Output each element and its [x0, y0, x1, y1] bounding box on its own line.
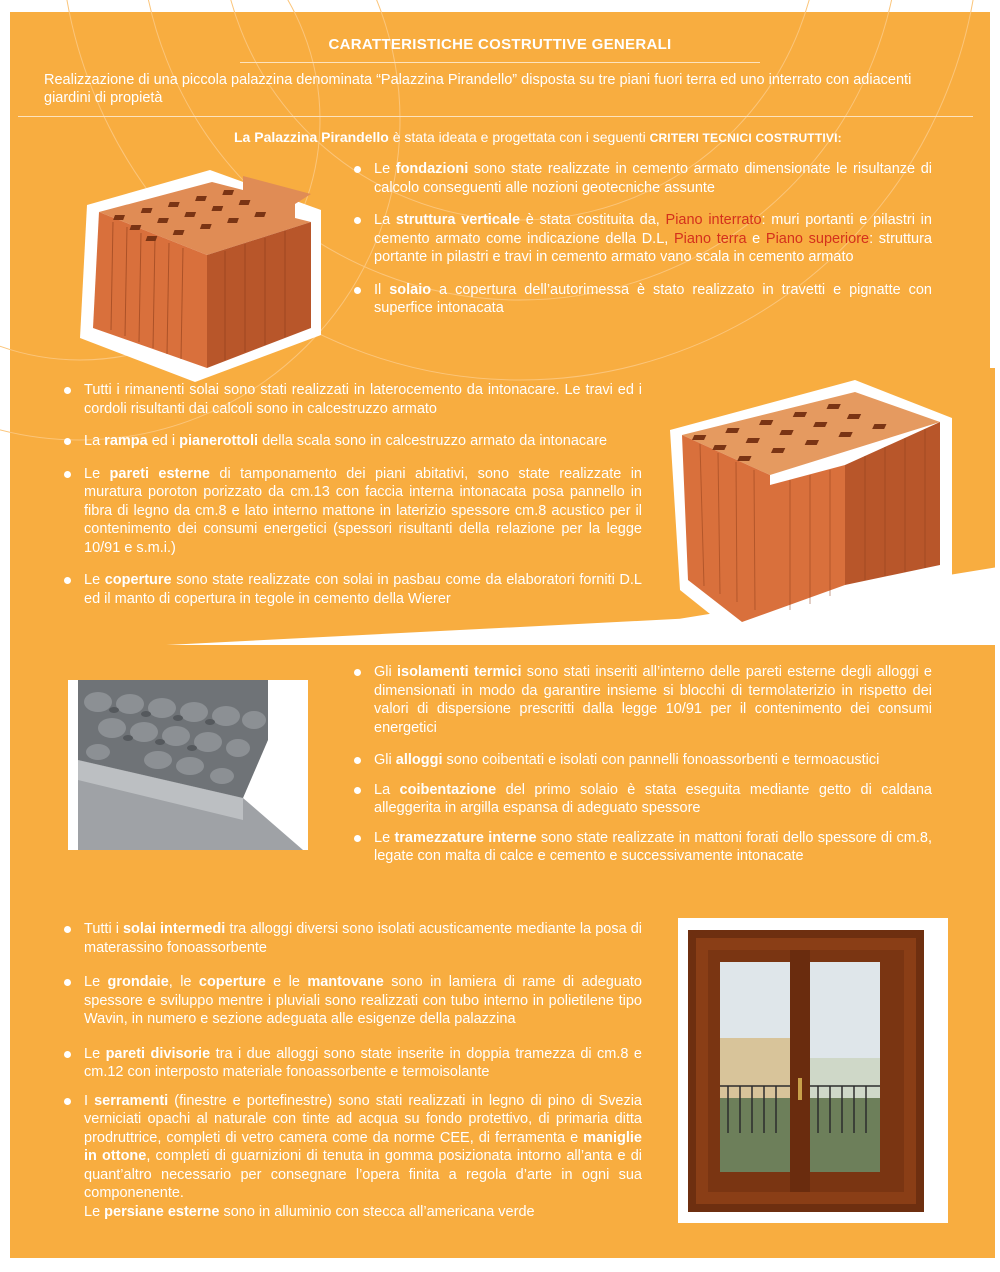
list-item: Le tramezzature interne sono state realizzate in mattoni forati dello spessore di cm.8, legate con malta di calce e cemento e successivamente intonacate [352, 829, 932, 866]
acoustic-foam-panel-image [68, 680, 308, 850]
bullet-list-walls [62, 381, 642, 608]
intro-divider [18, 116, 973, 117]
list-item: Il solaio a copertura dell’autorimessa è stato realizzato in travetti e pignatte con superfice intonacata [352, 281, 932, 318]
list-item: I serramenti (finestre e portefinestre) sono stati realizzati in legno di pino di Svezia verniciati opachi al naturale con tinte ad acqua su fondo protettivo, di primaria ditta prodruttrice, completi di vetro camera come da norme CEE, di ferramenta e maniglie in ottone, completi di guarnizioni di tenuta in gomma posizionata intorno all’anta e di quant’altro necessario per consegnare l’opera finita a regola d’arte in ogni sua componenente. Le persiane esterne sono in alluminio con stecca all’americana verde [62, 1092, 642, 1222]
lead-name: La Palazzina Pirandello [234, 129, 389, 145]
lead-sentence [234, 129, 842, 145]
list-item: Le pareti esterne di tamponamento dei piani abitativi, sono state realizzate in muratura poroton porizzato da cm.13 con faccia interna intonacata posa pannello in fibra di legno da cm.8 e lato interno mattone in laterizio spessore cm.8 acustico per il contenimento dei consumi energetici (spessori risultanti della relazione per la legge 10/91 e s.m.i.) [62, 465, 642, 558]
list-item: Gli isolamenti termici sono stati inseriti all’interno delle pareti esterne degli alloggi e dimensionati in modo da garantire insieme si blocchi di termolaterizio in rispetto dei valori di dispersione prescritti dalla legge 10/91 per il contenimento dei consumi energetici [352, 663, 932, 737]
bullet-list-structure [352, 160, 932, 318]
brick-block-image [65, 160, 340, 385]
lead-caps: CRITERI TECNICI COSTRUTTIVI: [649, 131, 842, 145]
list-item: Tutti i solai intermedi tra alloggi diversi sono isolati acusticamente mediante la posa di materassino fonoassorbente [62, 920, 642, 957]
large-brick-block-image [660, 380, 960, 642]
bullet-list-insulation [352, 663, 932, 866]
list-item: Le fondazioni sono state realizzate in cemento armato dimensionate le risultanze di calcolo conseguenti alle nozioni geotecniche assunte [352, 160, 932, 197]
list-item: Le coperture sono state realizzate con solai in pasbau come da elaboratori forniti D.L ed il manto di copertura in tegole in cemento della Wierer [62, 571, 642, 608]
lead-text: è stata ideata e progettata con i seguenti [388, 129, 650, 145]
intro-text: Realizzazione di una piccola palazzina denominata “Palazzina Pirandello” disposta su tre piani fuori terra ed uno interrato con adiacenti giardini di propietà [44, 72, 912, 106]
list-item: La rampa ed i pianerottoli della scala sono in calcestruzzo armato da intonacare [62, 432, 642, 451]
wooden-window-image [678, 918, 948, 1223]
page-title: CARATTERISTICHE COSTRUTTIVE GENERALI [328, 36, 672, 53]
list-item: Gli alloggi sono coibentati e isolati con pannelli fonoassorbenti e termoacustici [352, 751, 932, 770]
list-item: Tutti i rimanenti solai sono stati realizzati in laterocemento da intonacare. Le travi ed i cordoli risultanti dai calcoli sono in calcestruzzo armato [62, 381, 642, 418]
list-item: La coibentazione del primo solaio è stata eseguita mediante getto di caldana alleggerita in argilla espansa di adeguato spessore [352, 781, 932, 818]
title-divider [240, 62, 760, 63]
list-item: Le grondaie, le coperture e le mantovane sono in lamiera di rame di adeguato spessore e sviluppo mentre i pluviali sono realizzati con tubo interno in polietilene tipo Wavin, in numero e sezione adeguata alle esigenze della palazzina [62, 973, 642, 1029]
list-item: Le pareti divisorie tra i due alloggi sono state inserite in doppia tramezza di cm.8 e cm.12 con interposto materiale fonoassorbente e termoisolante [62, 1045, 642, 1082]
bullet-list-finishes [62, 920, 642, 1221]
list-item: La struttura verticale è stata costituita da, Piano interrato: muri portanti e pilastri in cemento armato come indicazione della D.L, Piano terra e Piano superiore: struttura portante in pilastri e travi in cemento armato vano scala in cemento armato [352, 211, 932, 267]
